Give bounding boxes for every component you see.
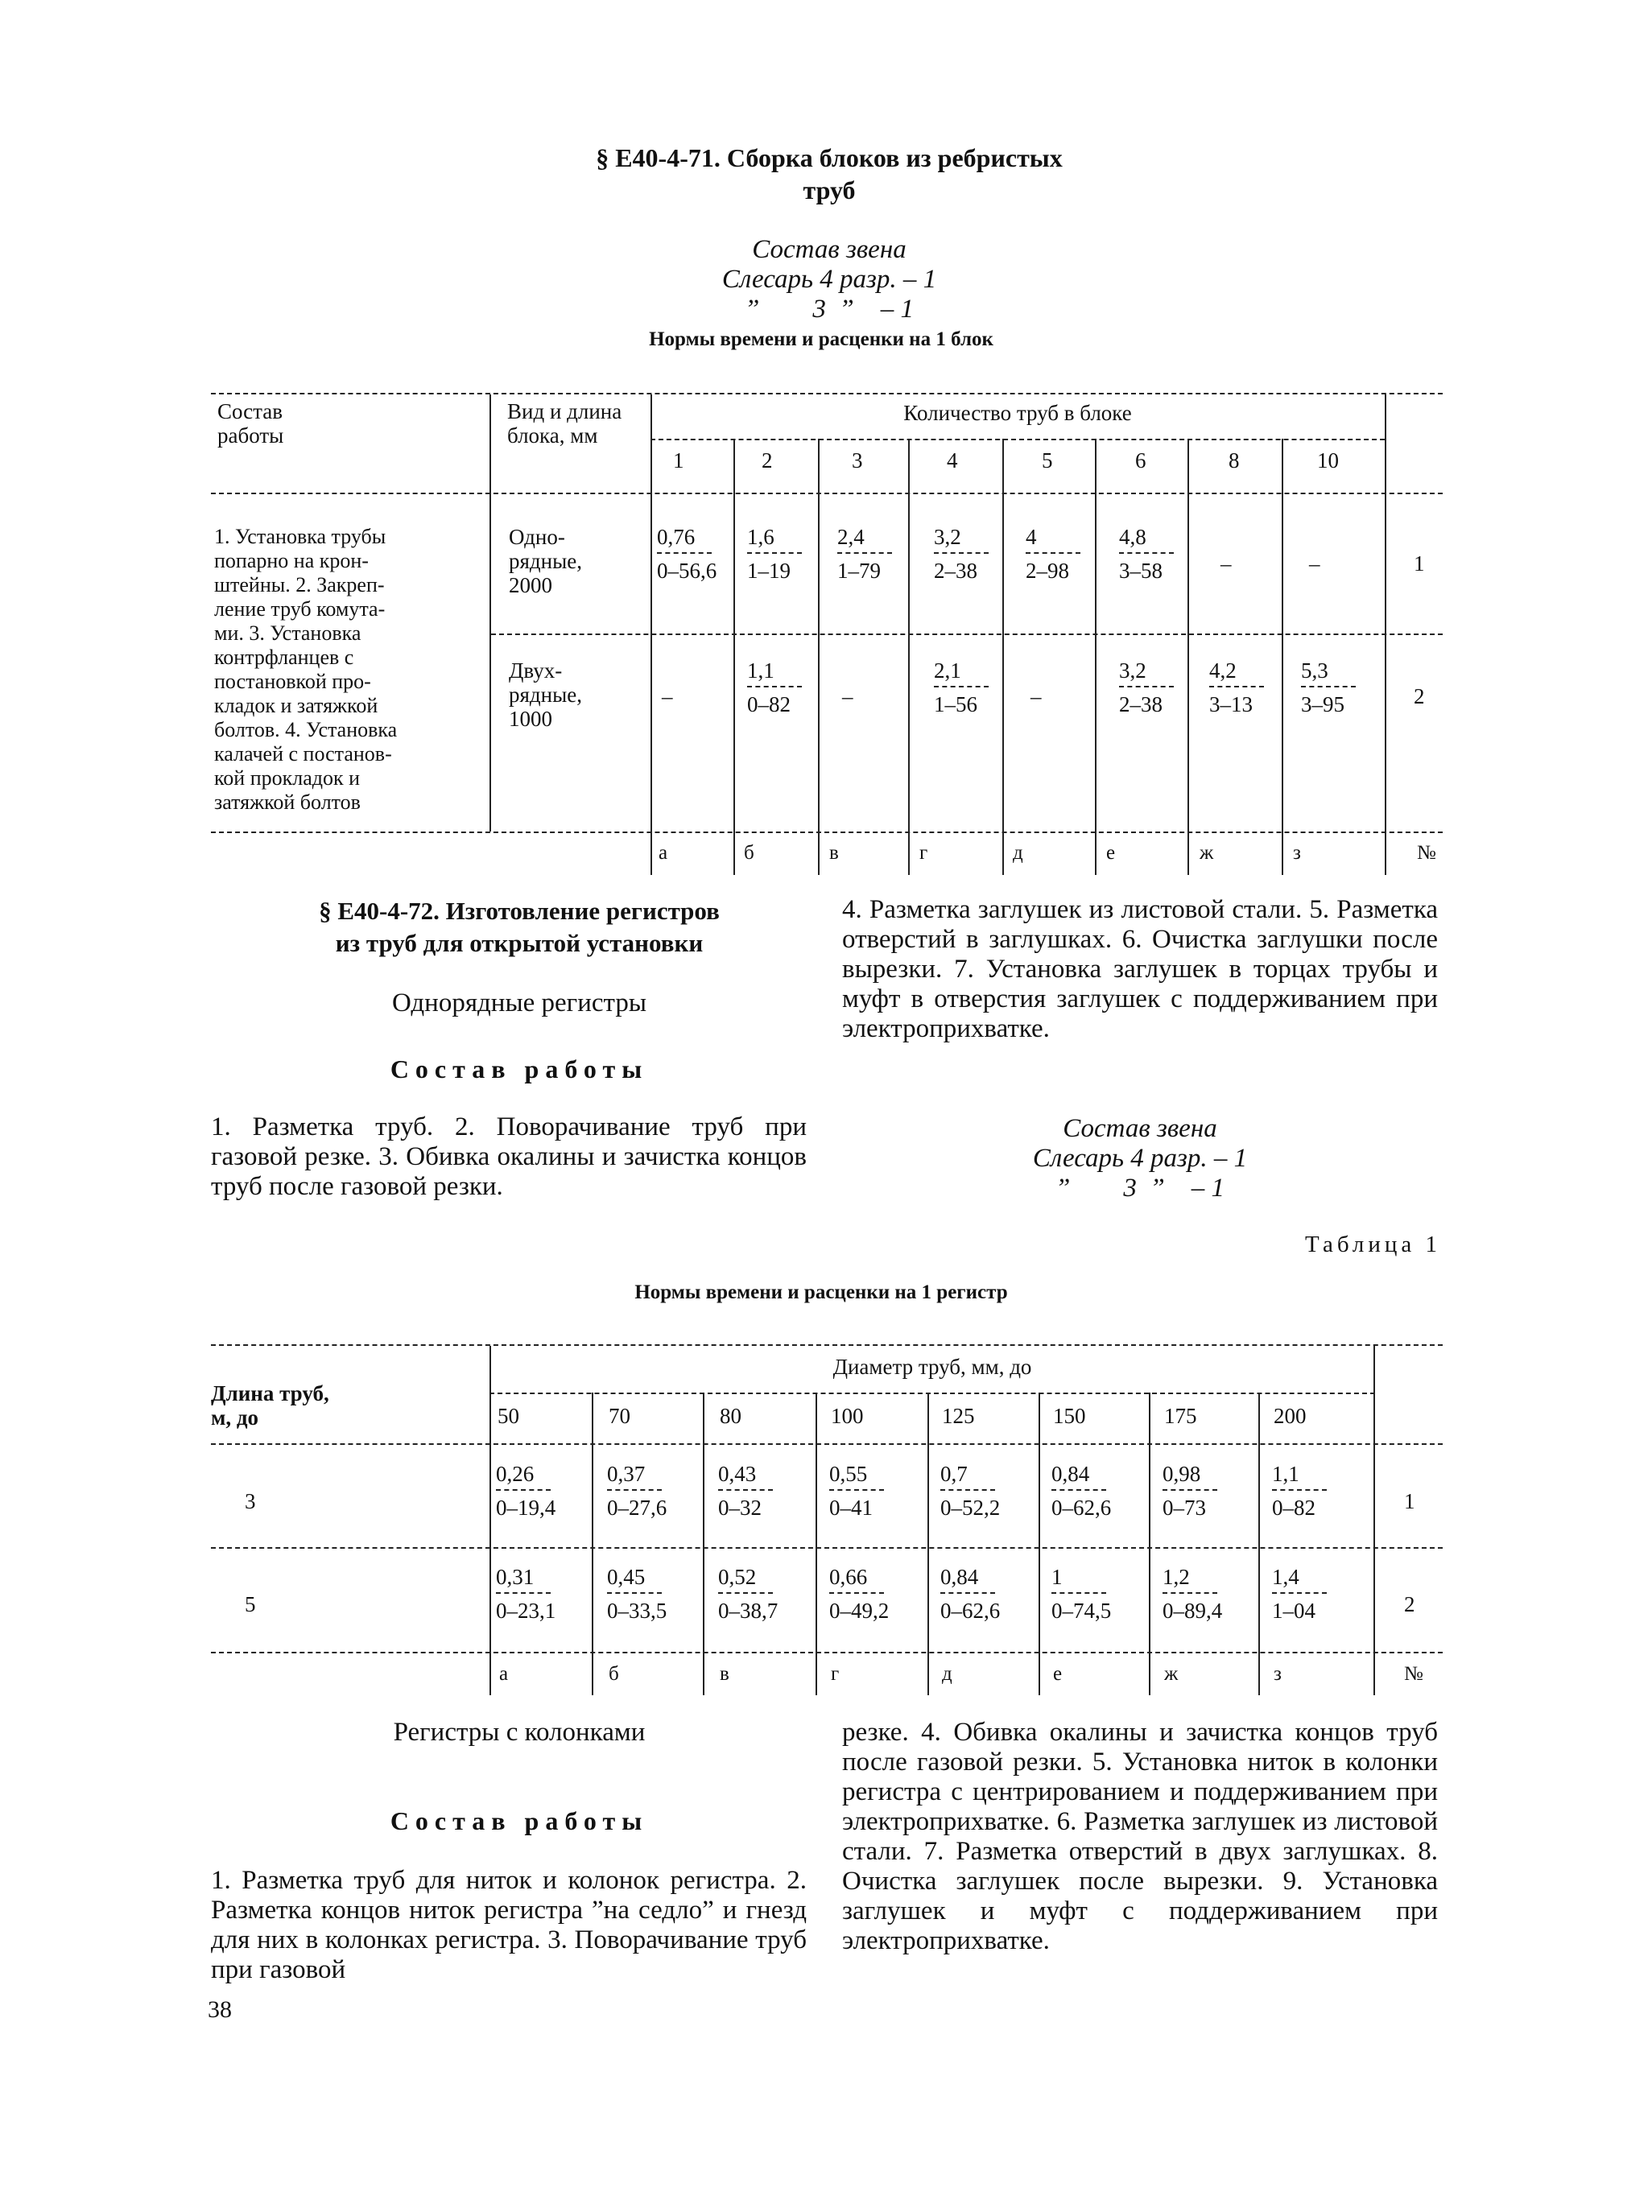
header-work: Состав работы [217,399,284,448]
table-rule [703,1393,704,1695]
col-letter: а [659,842,668,864]
work-composition-title-2: Состав работы [390,1806,649,1835]
work-description: 1. Установка трубы попарно на крон- штейны. 2. Закреп- ление труб комута- ми. 3. Установка контрфланцев с постановкой про- кладок и затяжкой болтов. 4. Установка калачей с постанов- кой прокладок и затяжкой болтов [214,525,398,814]
table-rule [733,439,735,875]
empty-cell: – [1309,551,1320,576]
row-number: 2 [1414,684,1425,708]
col-letter: з [1274,1663,1282,1685]
table-rule [927,1393,929,1695]
col-header: 50 [498,1404,519,1428]
table-rule [818,439,820,875]
rate-cell: 1,2 0–89,4 [1163,1565,1223,1623]
header-pipe-count: Количество труб в блоке [903,401,1132,425]
work-steps-right: 4. Разметка заглушек из листовой стали. 5. Разметка отверстий в заглушках. 6. Очистка заглушки после вырезки. 7. Установка заглушек в торцах трубы и муфт в отверстия заглушек с поддерживанием при электроприхватке. [842,895,1438,1043]
empty-cell: – [662,684,673,708]
number-column-label: № [1417,842,1436,864]
work-steps-left: 1. Разметка труб. 2. Поворачивание труб при газовой резке. 3. Обивка окалины и зачистка концов труб после газовой резки. [211,1112,807,1201]
rate-cell: 0,31 0–23,1 [496,1565,556,1623]
table-rule [908,439,910,875]
col-letter: д [942,1663,952,1685]
table-rule [211,393,1443,394]
row-number: 1 [1414,551,1425,576]
col-header: 8 [1229,448,1240,473]
rate-cell: 0,98 0–73 [1163,1462,1217,1520]
table-rule [1149,1393,1150,1695]
col-header: 70 [609,1404,630,1428]
crew-line: ” 3 ” – 1 [1055,1174,1225,1203]
section-title-71 [451,142,1208,206]
table-rule [489,1346,491,1695]
section-title-72 [217,895,821,959]
col-header: 125 [942,1404,975,1428]
rate-cell: 0,43 0–32 [718,1462,773,1520]
rate-cell: 1,1 0–82 [747,658,802,716]
col-header: 2 [762,448,773,473]
rate-cell: 0,55 0–41 [829,1462,884,1520]
page-number: 38 [208,1996,232,2023]
table-rule [816,1393,817,1695]
section-title-72-line1: § Е40-4-72. Изготовление регистров [319,897,720,925]
number-column-label: № [1404,1663,1423,1685]
section-title-72-line2: из труб для открытой установки [335,929,704,957]
crew-block-71 [612,235,1047,324]
col-letter: г [831,1663,840,1685]
rate-cell: 0,52 0–38,7 [718,1565,779,1623]
crew-line: ” 3 ” – 1 [745,295,914,324]
rate-cell: 0,76 0–56,6 [657,525,717,583]
rate-cell: 2,1 1–56 [934,658,989,716]
table-rule [489,1393,1375,1394]
col-letter: д [1013,842,1023,864]
crew-title: Состав звена [752,235,907,264]
table-rule [491,633,1443,635]
col-letter: в [720,1663,729,1685]
header-kind: Вид и длина блока, мм [507,399,622,448]
col-header: 4 [947,448,958,473]
row-kind: Двух- рядные, 1000 [509,658,582,731]
empty-cell: – [1220,551,1232,576]
rate-cell: 5,3 3–95 [1301,658,1356,716]
col-letter: б [609,1663,619,1685]
rate-cell: 0,84 0–62,6 [1051,1462,1112,1520]
table-rule [489,394,491,832]
col-letter: б [744,842,754,864]
rate-cell: 1,1 0–82 [1272,1462,1327,1520]
rate-cell: 4,8 3–58 [1119,525,1174,583]
table-rule [1187,439,1189,875]
crew-title: Состав звена [1063,1114,1217,1143]
subheading-single-row: Однорядные регистры [391,988,647,1017]
rate-cell: 3,2 2–38 [934,525,989,583]
rate-cell: 3,2 2–38 [1119,658,1174,716]
row-length: 5 [245,1592,256,1616]
row-length: 3 [245,1489,256,1513]
rate-cell: 1,4 1–04 [1272,1565,1327,1623]
table-rule [1385,394,1386,875]
norms-caption-71: Нормы времени и расценки на 1 блок [649,328,993,350]
col-letter: е [1053,1663,1063,1685]
col-header: 175 [1164,1404,1197,1428]
table-label: Таблица 1 [1304,1232,1441,1257]
table-rule [1258,1393,1260,1695]
col-letter: в [829,842,839,864]
table-rule [1039,1393,1040,1695]
col-header: 150 [1053,1404,1086,1428]
header-pipe-diameter: Диаметр труб, мм, до [832,1355,1032,1379]
work-steps-left-2: 1. Разметка труб для ниток и колонок регистра. 2. Разметка концов ниток регистра ”на седло” и гнезд для них в колонках регистра. 3. Поворачивание труб при газовой [211,1866,807,1984]
rate-cell: 0,66 0–49,2 [829,1565,890,1623]
table-rule [1373,1346,1375,1695]
empty-cell: – [842,684,853,708]
rate-cell: 1,6 1–19 [747,525,802,583]
table-rule [650,439,1385,440]
header-pipe-length: Длина труб, м, до [211,1381,329,1430]
col-header: 100 [831,1404,864,1428]
col-letter: ж [1200,842,1214,864]
table-rule [211,1344,1443,1346]
table-rule [592,1393,593,1695]
subheading-columns: Регистры с колонками [393,1718,646,1747]
rate-cell: 0,84 0–62,6 [940,1565,1001,1623]
table-rule [211,493,1443,494]
section-title-71-line2: труб [803,175,856,204]
col-letter: ж [1164,1663,1179,1685]
norms-caption-72: Нормы времени и расценки на 1 регистр [634,1281,1008,1303]
rate-cell: 1 0–74,5 [1051,1565,1112,1623]
work-composition-title: Состав работы [390,1054,649,1083]
crew-line: Слесарь 4 разр. – 1 [721,265,937,294]
rate-cell: 4 2–98 [1026,525,1080,583]
rate-cell: 0,26 0–19,4 [496,1462,556,1520]
col-header: 200 [1274,1404,1307,1428]
col-letter: е [1106,842,1116,864]
col-header: 3 [852,448,863,473]
col-header: 6 [1135,448,1146,473]
table-rule [1282,439,1283,875]
rate-cell: 0,45 0–33,5 [607,1565,667,1623]
col-header: 10 [1317,448,1339,473]
col-letter: г [919,842,928,864]
rate-cell: 0,7 0–52,2 [940,1462,1001,1520]
rate-cell: 4,2 3–13 [1209,658,1264,716]
col-letter: з [1293,842,1301,864]
rate-cell: 2,4 1–79 [837,525,892,583]
row-number: 1 [1404,1489,1415,1513]
row-kind: Одно- рядные, 2000 [509,525,582,597]
work-steps-right-2: резке. 4. Обивка окалины и зачистка концов труб после газовой резки. 5. Установка ниток в колонки регистра с центрированием и поддерживанием при электроприхватке. 6. Разметка заглушек из листовой стали. 7. Разметка отверстий в двух заглушках. 8. Очистка заглушек после вырезки. 9. Установка заглушек и муфт с поддерживанием при электроприхватке. [842,1718,1438,1955]
empty-cell: – [1030,684,1042,708]
table-rule [650,394,652,875]
col-header: 80 [720,1404,741,1428]
table-rule [1095,439,1097,875]
col-letter: а [499,1663,509,1685]
table-rule [211,832,1443,833]
crew-line: Слесарь 4 разр. – 1 [1032,1144,1248,1173]
col-header: 1 [673,448,684,473]
crew-block-72 [923,1114,1357,1203]
row-number: 2 [1404,1592,1415,1616]
rate-cell: 0,37 0–27,6 [607,1462,667,1520]
section-title-71-line1: § Е40-4-71. Сборка блоков из ребристых [596,143,1063,172]
col-header: 5 [1042,448,1053,473]
table-rule [1002,439,1004,875]
